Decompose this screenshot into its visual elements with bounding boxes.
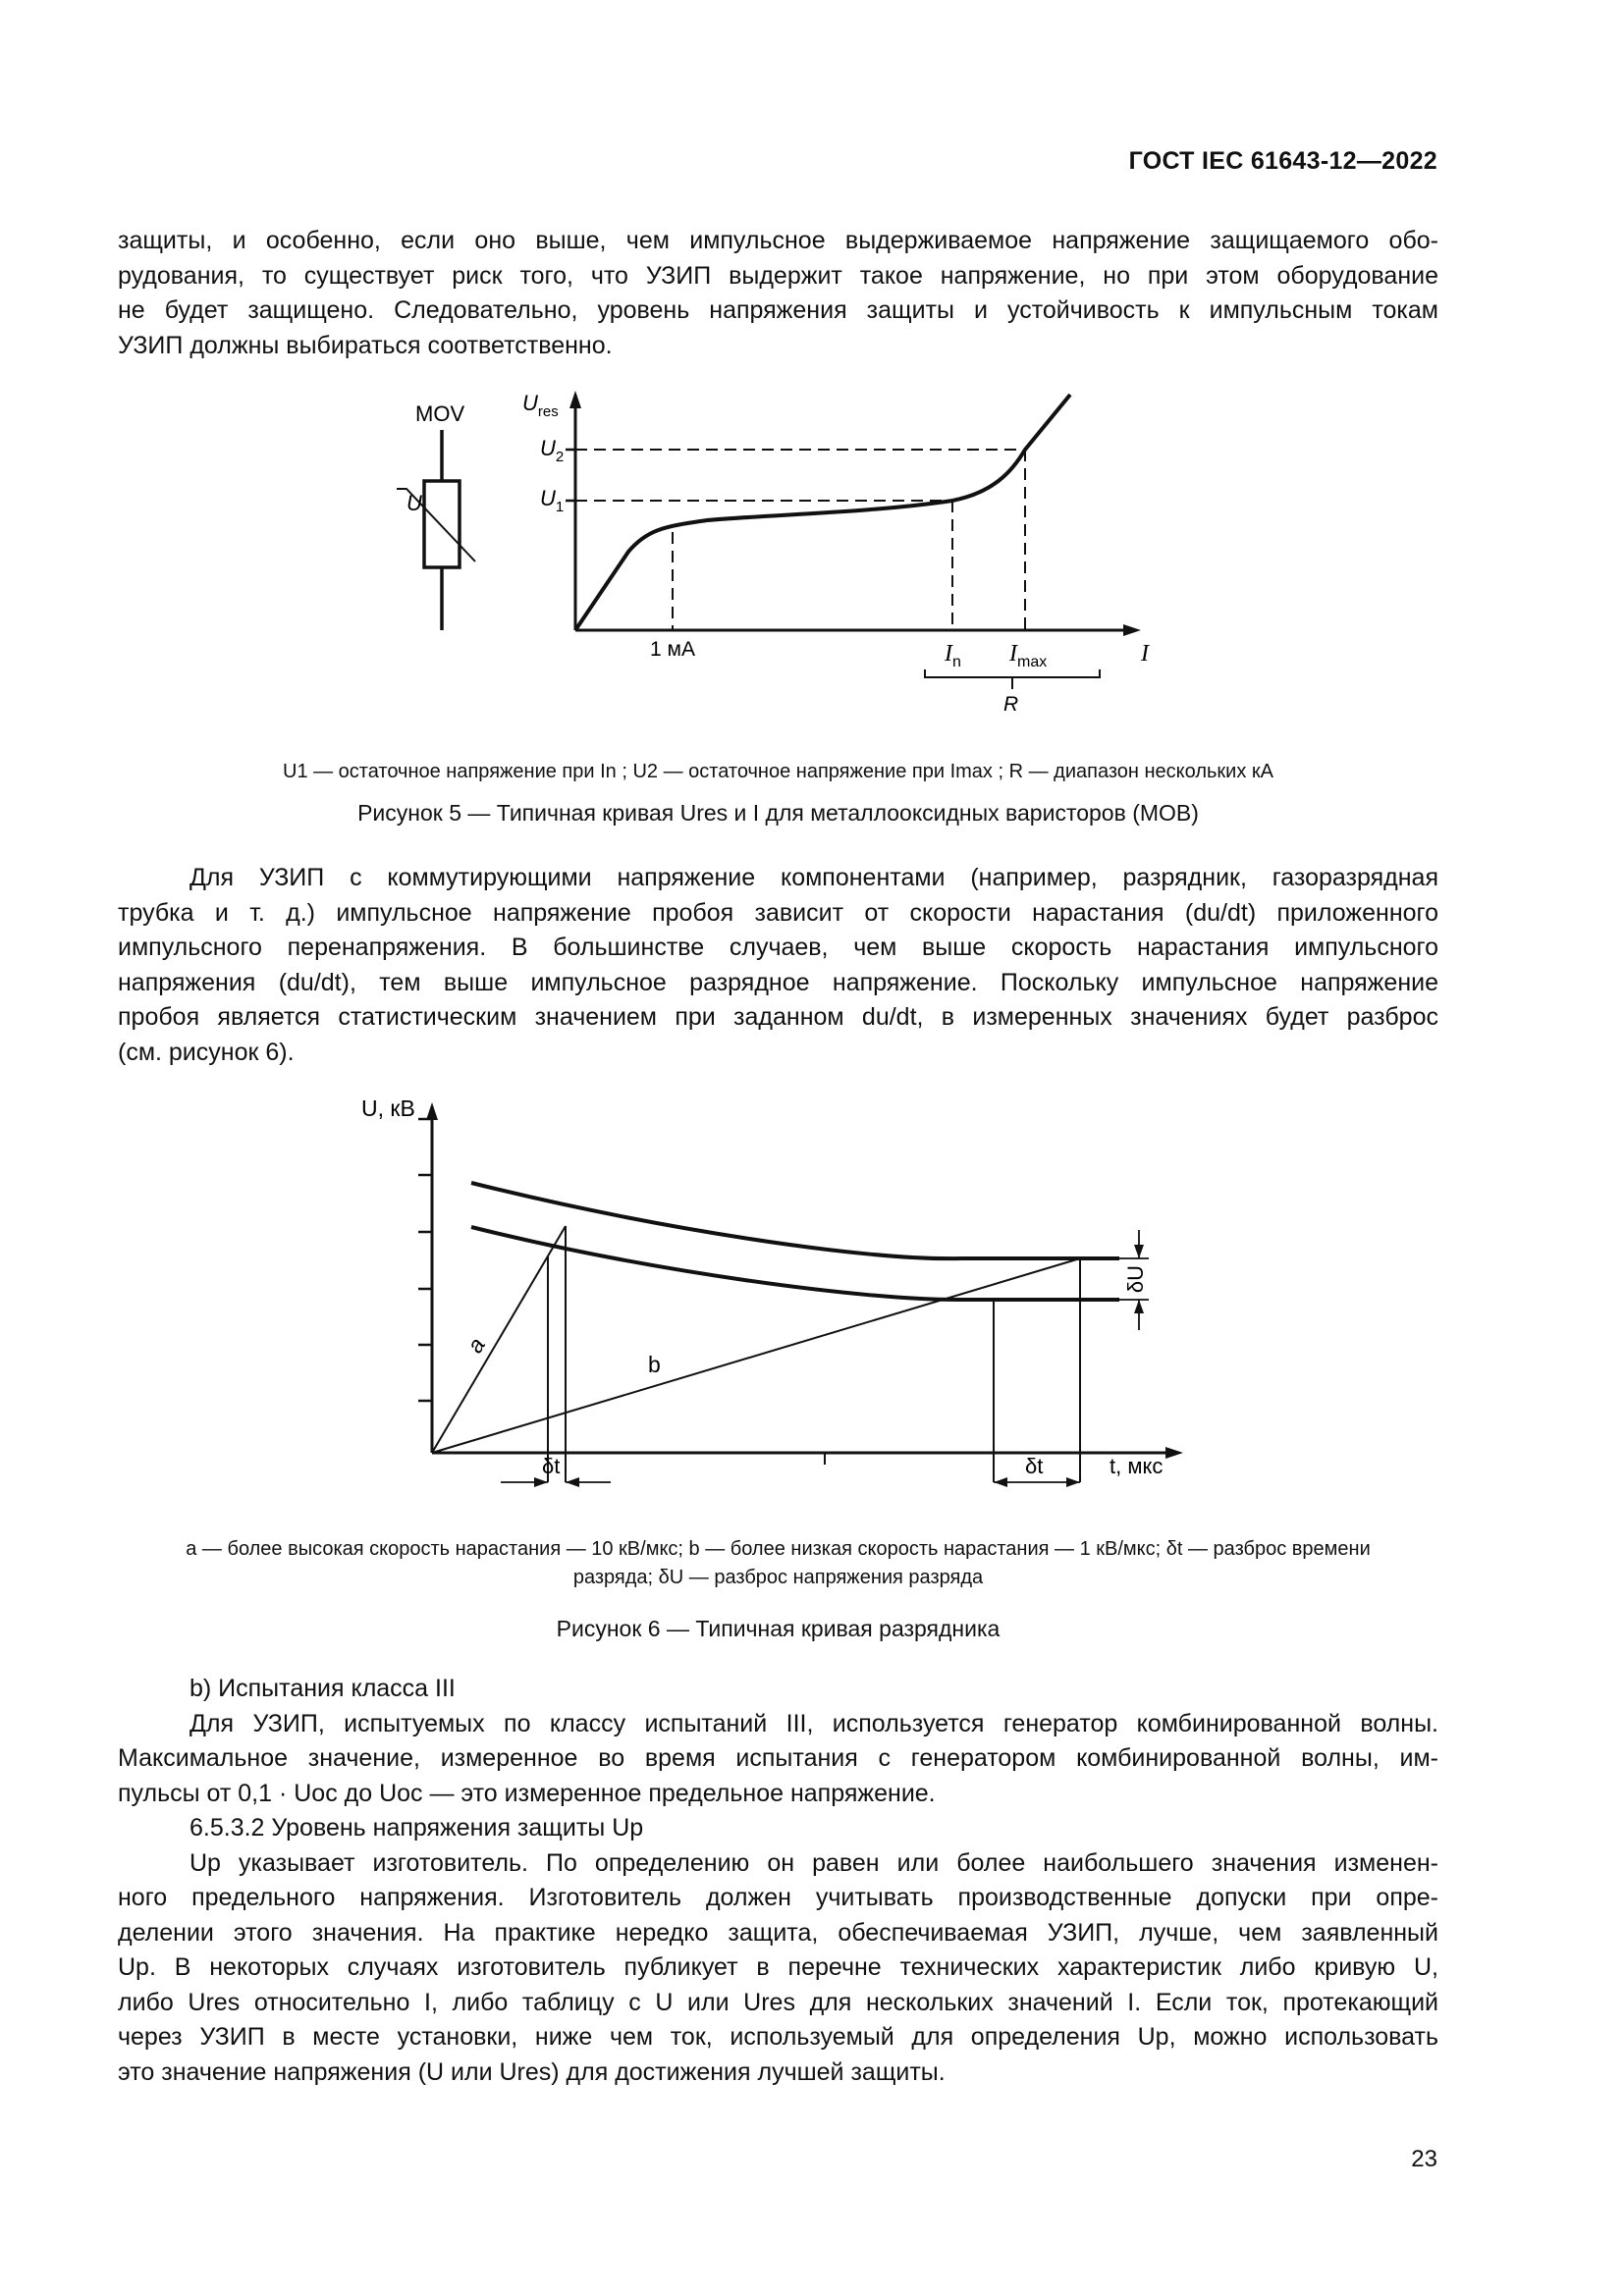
- r-bracket: [925, 669, 1100, 677]
- line-a-label: a: [461, 1333, 491, 1358]
- figure-6-diagram: [353, 1085, 1218, 1531]
- x-axis-label: t, мкс: [1110, 1454, 1164, 1478]
- text-line: УЗИП должны выбираться соответственно.: [118, 331, 613, 359]
- x-label-in: $I_n$: [945, 641, 961, 670]
- mov-body: [424, 481, 460, 567]
- text-line: либо Ures относительно I, либо таблицу с U или Ures для нескольких значений I. Если ток, протекающий: [118, 1988, 1438, 2016]
- figure-6-title: Рисунок 6 — Типичная кривая разрядника: [556, 1616, 1001, 1641]
- text-line: напряжения (du/dt), тем выше импульсное разрядное напряжение. Поскольку импульсное напряжение: [118, 968, 1438, 996]
- mov-characteristic-curve: [575, 395, 1070, 630]
- text-line: это значение напряжения (U или Ures) для достижения лучшей защиты.: [118, 2057, 946, 2086]
- section-b-heading: b) Испытания класса III: [189, 1675, 456, 1702]
- line-b-label: b: [648, 1352, 661, 1377]
- section-b: [118, 1672, 1438, 2090]
- delta-t-left-arrowhead: [534, 1477, 548, 1487]
- figure-5-title: Рисунок 5 — Типичная кривая Ures и I для металлооксидных варисторов (MOB): [357, 800, 1199, 826]
- text-line: импульсного перенапряжения. В большинстве случаев, чем выше скорость нарастания импульсного: [118, 934, 1438, 961]
- text-line: ного предельного напряжения. Изготовитель должен учитывать производственные допуски при опре-: [118, 1884, 1438, 1911]
- x-label-imax: $I_{max}$: [1009, 641, 1048, 670]
- text-line: Для УЗИП с коммутирующими напряжение компонентами (например, разрядник, газоразрядная: [189, 864, 1438, 891]
- r-label: R: [1003, 693, 1019, 716]
- x-axis-arrow: [1165, 1447, 1183, 1459]
- text-line: через УЗИП в месте установки, ниже чем ток, используемый для определения Up, можно использовать: [118, 2023, 1438, 2051]
- u1-label: $U_1$: [540, 486, 565, 515]
- mov-label: MOV: [415, 401, 465, 426]
- figure-5-legend: U1 — остаточное напряжение при In ; U2 — остаточное напряжение при Imax ; R — диапазон нескольких кА: [283, 761, 1273, 782]
- figure-6-legend-line-1: a — более высокая скорость нарастания — 10 кВ/мкс; b — более низкая скорость нарастания — 1 кВ/мкс; δt — разброс времени: [186, 1538, 1371, 1560]
- x-axis-label: I: [1141, 641, 1149, 667]
- lower-discharge-curve: [471, 1227, 1119, 1300]
- u2-label: $U_2$: [540, 436, 565, 465]
- delta-t-left-arrowhead-2: [566, 1477, 579, 1487]
- text-line: рудования, то существует риск того, что УЗИП выдержит такое напряжение, но при этом оборудование: [118, 261, 1438, 290]
- x-label-1ma: 1 мА: [650, 638, 695, 661]
- text-line: не будет защищено. Следовательно, уровень напряжения защиты и устойчивость к импульсным токам: [118, 296, 1438, 324]
- delta-u-arrowhead-bottom: [1134, 1300, 1144, 1313]
- delta-u-arrowhead-top: [1134, 1245, 1144, 1258]
- text-line: делении этого значения. На практике нередко защита, обеспечиваемая УЗИП, лучше, чем заявленный: [118, 1918, 1438, 1947]
- delta-t-right-arrowhead-left: [994, 1477, 1007, 1487]
- text-line: Максимальное значение, измеренное во время испытания с генератором комбинированной волны, им-: [118, 1744, 1438, 1772]
- y-axis-label: $U_{res}$: [522, 391, 559, 420]
- x-axis-arrow: [1123, 624, 1141, 636]
- text-line: Для УЗИП, испытуемых по классу испытаний III, используется генератор комбинированной волны.: [189, 1709, 1438, 1737]
- document-header: ГОСТ IEC 61643-12—2022: [1128, 147, 1437, 175]
- text-line: защиты, и особенно, если оно выше, чем импульсное выдерживаемое напряжение защищаемого обо-: [118, 227, 1438, 254]
- mov-u-label: U: [406, 491, 422, 515]
- y-axis-label: U, кВ: [361, 1095, 415, 1121]
- intro-paragraph: [118, 224, 1438, 363]
- section-6-5-3-2-heading: 6.5.3.2 Уровень напряжения защиты Up: [189, 1814, 644, 1842]
- delta-u-label: δU: [1123, 1264, 1148, 1294]
- y-axis-arrow: [426, 1102, 438, 1120]
- text-line: трубка и т. д.) импульсное напряжение пробоя зависит от скорости нарастания (du/dt) приложенного: [118, 898, 1438, 927]
- delta-t-right-arrowhead-right: [1066, 1477, 1080, 1487]
- delta-t-label-left: δt: [542, 1454, 561, 1478]
- text-line: (см. рисунок 6).: [118, 1038, 295, 1066]
- y-axis-arrow: [569, 391, 581, 408]
- figure-5-diagram: [383, 383, 1188, 736]
- text-line: пробоя является статистическим значением при заданном du/dt, в измеренных значениях будет разброс: [118, 1003, 1438, 1031]
- page-number: 23: [1411, 2146, 1437, 2172]
- text-line: Up. В некоторых случаях изготовитель публикует в перечне технических характеристик либо кривую U,: [118, 1953, 1438, 1981]
- text-line: Up указывает изготовитель. По определению он равен или более наибольшего значения изменен-: [189, 1848, 1438, 1877]
- paragraph-2: [118, 861, 1438, 1070]
- text-line: пульсы от 0,1 · Uoc до Uoc — это измеренное предельное напряжение.: [118, 1779, 936, 1807]
- figure-6-legend-line-2: разряда; δU — разброс напряжения разряда: [572, 1567, 984, 1588]
- delta-t-label-right: δt: [1025, 1454, 1044, 1478]
